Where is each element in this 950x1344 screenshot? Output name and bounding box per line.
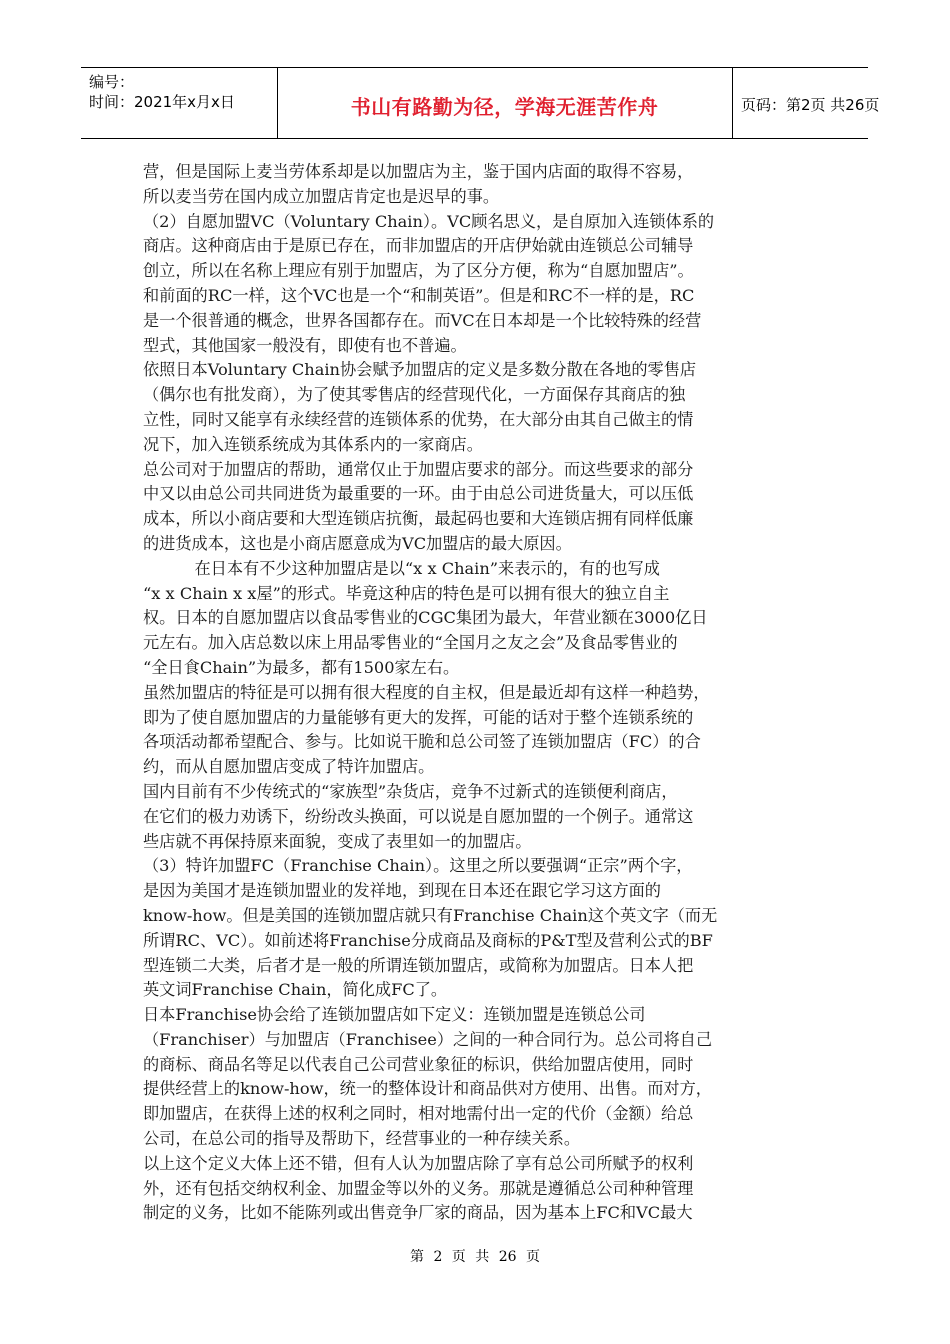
body-line: 总公司对于加盟店的帮助，通常仅止于加盟店要求的部分。而这些要求的部分 bbox=[143, 459, 694, 479]
body-line: （2）自愿加盟VC（Voluntary Chain）。VC顾名思义，是自原加入连锁体系的 bbox=[143, 211, 715, 231]
body-line: 型式，其他国家一般没有，即使有也不普遍。 bbox=[143, 335, 467, 355]
slogan: 书山有路勤为径，学海无涯苦作舟 bbox=[350, 95, 659, 119]
body-line: 权。日本的自愿加盟店以食品零售业的CGC集团为最大，年营业额在3000亿日 bbox=[143, 608, 708, 628]
body-line: 营，但是国际上麦当劳体系却是以加盟店为主，鉴于国内店面的取得不容易， bbox=[143, 162, 694, 181]
page-number-label: 页码：第2页 共26页 bbox=[741, 96, 880, 114]
body-line: 商店。这种商店由于是原已存在，而非加盟店的开店伊始就由连锁总公司辅导 bbox=[143, 236, 694, 256]
body-line: “全日食Chain”为最多，都有1500家左右。 bbox=[143, 657, 460, 677]
body-line: 是因为美国才是连锁加盟业的发祥地，到现在日本还在跟它学习这方面的 bbox=[143, 881, 661, 901]
body-line: 些店就不再保持原来面貌，变成了表里如一的加盟店。 bbox=[143, 831, 532, 851]
header-info-cell bbox=[81, 68, 278, 138]
body-line: 元左右。加入店总数以床上用品零售业的“全国月之友之会”及食品零售业的 bbox=[143, 633, 678, 653]
header-slogan-cell bbox=[277, 68, 733, 138]
body-line: 提供经营上的know-how，统一的整体设计和商品供对方使用、出售。而对方， bbox=[143, 1079, 712, 1099]
body-line: 所谓RC、VC）。如前述将Franchise分成商品及商标的P&T型及营利公式的BF bbox=[143, 930, 713, 950]
page-footer: 第 2 页 共 26 页 bbox=[410, 1249, 540, 1265]
page-header bbox=[81, 67, 880, 139]
body-line: 各项活动都希望配合、参与。比如说干脆和总公司签了连锁加盟店（FC）的合 bbox=[143, 732, 701, 752]
body-line: “x x Chain x x屋”的形式。毕竟这种店的特色是可以拥有很大的独立自主 bbox=[143, 583, 670, 603]
serial-number-label: 编号： bbox=[89, 73, 135, 91]
body-line: 在日本有不少这种加盟店是以“x x Chain”来表示的，有的也写成 bbox=[143, 558, 660, 578]
body-line: 公司，在总公司的指导及帮助下，经营事业的一种存续关系。 bbox=[143, 1129, 581, 1149]
body-line: 在它们的极力劝诱下，纷纷改头换面，可以说是自愿加盟的一个例子。通常这 bbox=[143, 806, 694, 826]
body-line: 依照日本Voluntary Chain协会赋予加盟店的定义是多数分散在各地的零售店 bbox=[143, 360, 697, 380]
body-line: 中又以由总公司共同进货为最重要的一环。由于由总公司进货量大，可以压低 bbox=[143, 484, 694, 504]
body-line: （Franchiser）与加盟店（Franchisee）之间的一种合同行为。总公司将自己 bbox=[143, 1029, 713, 1049]
date-label: 时间：2021年x月x日 bbox=[89, 93, 235, 111]
body-line: 英文词Franchise Chain，简化成FC了。 bbox=[143, 980, 448, 1000]
body-line: 日本Franchise协会给了连锁加盟店如下定义：连锁加盟是连锁总公司 bbox=[143, 1005, 646, 1025]
body-line: 成本，所以小商店要和大型连锁店抗衡，最起码也要和大连锁店拥有同样低廉 bbox=[143, 509, 694, 529]
body-line: 虽然加盟店的特征是可以拥有很大程度的自主权，但是最近却有这样一种趋势， bbox=[143, 682, 710, 702]
body-line: （偶尔也有批发商），为了使其零售店的经营现代化，一方面保存其商店的独 bbox=[143, 385, 686, 405]
header-page-cell bbox=[732, 68, 880, 138]
body-line: 即加盟店，在获得上述的权利之同时，相对地需付出一定的代价（金额）给总 bbox=[143, 1104, 694, 1124]
body-line: 型连锁二大类，后者才是一般的所谓连锁加盟店，或简称为加盟店。日本人把 bbox=[143, 955, 694, 975]
body-line: （3）特许加盟FC（Franchise Chain）。这里之所以要强调“正宗”两个字， bbox=[143, 856, 693, 876]
body-line: 和前面的RC一样，这个VC也是一个“和制英语”。但是和RC不一样的是，RC bbox=[143, 285, 695, 305]
body-line: 的商标、商品名等足以代表自己公司营业象征的标识，供给加盟店使用，同时 bbox=[143, 1054, 694, 1074]
body-line: 是一个很普通的概念，世界各国都存在。而VC在日本却是一个比较特殊的经营 bbox=[143, 310, 702, 330]
body-line: 的进货成本，这也是小商店愿意成为VC加盟店的最大原因。 bbox=[143, 533, 572, 553]
body-line: 立性，同时又能享有永续经营的连锁体系的优势，在大部分由其自己做主的情 bbox=[143, 409, 694, 429]
document-body bbox=[143, 160, 813, 1226]
body-line: 制定的义务，比如不能陈列或出售竞争厂家的商品，因为基本上FC和VC最大 bbox=[143, 1203, 693, 1223]
body-line: 约，而从自愿加盟店变成了特许加盟店。 bbox=[143, 757, 435, 777]
body-line: know-how。但是美国的连锁加盟店就只有Franchise Chain这个英文字（而无 bbox=[143, 905, 718, 925]
body-line: 况下，加入连锁系统成为其体系内的一家商店。 bbox=[143, 434, 483, 454]
body-line: 外，还有包括交纳权利金、加盟金等以外的义务。那就是遵循总公司种种管理 bbox=[143, 1178, 694, 1198]
body-line: 所以麦当劳在国内成立加盟店肯定也是迟早的事。 bbox=[143, 186, 500, 206]
body-line: 创立，所以在名称上理应有别于加盟店，为了区分方便，称为“自愿加盟店”。 bbox=[143, 261, 694, 281]
body-line: 国内目前有不少传统式的“家族型”杂货店，竞争不过新式的连锁便利商店， bbox=[143, 781, 678, 801]
body-line: 即为了使自愿加盟店的力量能够有更大的发挥，可能的话对于整个连锁系统的 bbox=[143, 707, 694, 727]
body-line: 以上这个定义大体上还不错，但有人认为加盟店除了享有总公司所赋予的权利 bbox=[143, 1153, 694, 1173]
